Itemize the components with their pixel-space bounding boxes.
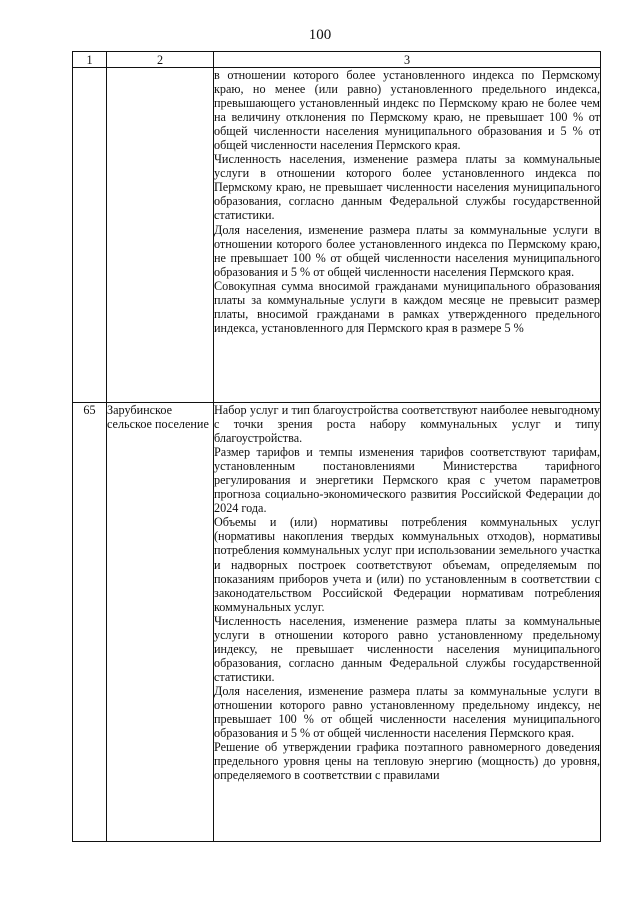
column-header-1: 1 [73,52,107,68]
table-row [73,403,601,842]
conditions-cell [214,403,601,842]
condition-paragraph: Численность населения, изменение размера платы за коммунальные услуги в отношении которого равно установленному предельному индексу, не превышает численности населения муниципального образования, согласно данным Федеральной службы государственной статистики. [214,613,600,684]
row-number: 65 [73,403,107,842]
condition-paragraph: Численность населения, изменение размера платы за коммунальные услуги в отношении которого более установленного индекса по Пермскому краю, не превышает численности населения муниципального образования, согласно данным Федеральной службы государственной статистики. [214,152,600,223]
table-row [73,68,601,403]
column-header-3: 3 [214,52,601,68]
condition-paragraph: Доля населения, изменение размера платы за коммунальные услуги в отношении которого более установленного индекса по Пермскому краю, не превышает 100 % от общей численности населения муниципального образования и 5 % от общей численности населения Пермского края. [214,222,600,279]
condition-paragraph: Решение об утверждении графика поэтапного равномерного доведения предельного уровня цены на тепловую энергию (мощность) до уровня, определяемого в соответствии с правилами [214,740,600,783]
condition-paragraph: в отношении которого более установленного индекса по Пермскому краю, но менее (или равно) установленного предельного индекса, превышающего установленный индекс по Пермскому краю не более чем на величину отклонения по Пермскому краю, не превышает 100 % от общей численности населения муниципального образования и 5 % от общей численности населения Пермского края. [214,68,600,153]
table-header-row [73,52,601,68]
page-number: 100 [308,27,332,43]
tariff-table [72,51,601,842]
conditions-cell [214,68,601,403]
condition-paragraph: Размер тарифов и темпы изменения тарифов соответствуют тарифам, установленным постановлениями Министерства тарифного регулирования и энергетики Пермского края с учетом параметров прогноза социально-экономического развития Российской Федерации до 2024 года. [214,445,600,516]
condition-paragraph: Совокупная сумма вносимой гражданами муниципального образования платы за коммунальные услуги в каждом месяце не превысит размер платы, вносимой гражданами в рамках утвержденного предельного индекса, установленного для Пермского края в размере 5 % [214,278,600,335]
column-header-2: 2 [107,52,214,68]
municipality-name: Зарубинское сельское поселение [107,403,214,842]
municipality-name [107,68,214,403]
condition-paragraph: Доля населения, изменение размера платы за коммунальные услуги в отношении которого равно установленному предельному индексу, не превышает 100 % от общей численности населения муниципального образования и 5 % от общей численности населения Пермского края. [214,683,600,741]
condition-paragraph: Набор услуг и тип благоустройства соответствуют наиболее невыгодному с точки зрения роста набору коммунальных услуг и типу благоустройства. [214,403,600,446]
condition-paragraph: Объемы и (или) нормативы потребления коммунальных услуг (нормативы накопления твердых коммунальных отходов), нормативы потребления коммунальных услуг при использовании земельного участка и надворных построек соответствуют объемам, определяемым по показаниям приборов учета и (или) по установленным в соответствии с законодательством Российской Федерации нормативам потребления коммунальных услуг. [214,515,600,614]
row-number [73,68,107,403]
